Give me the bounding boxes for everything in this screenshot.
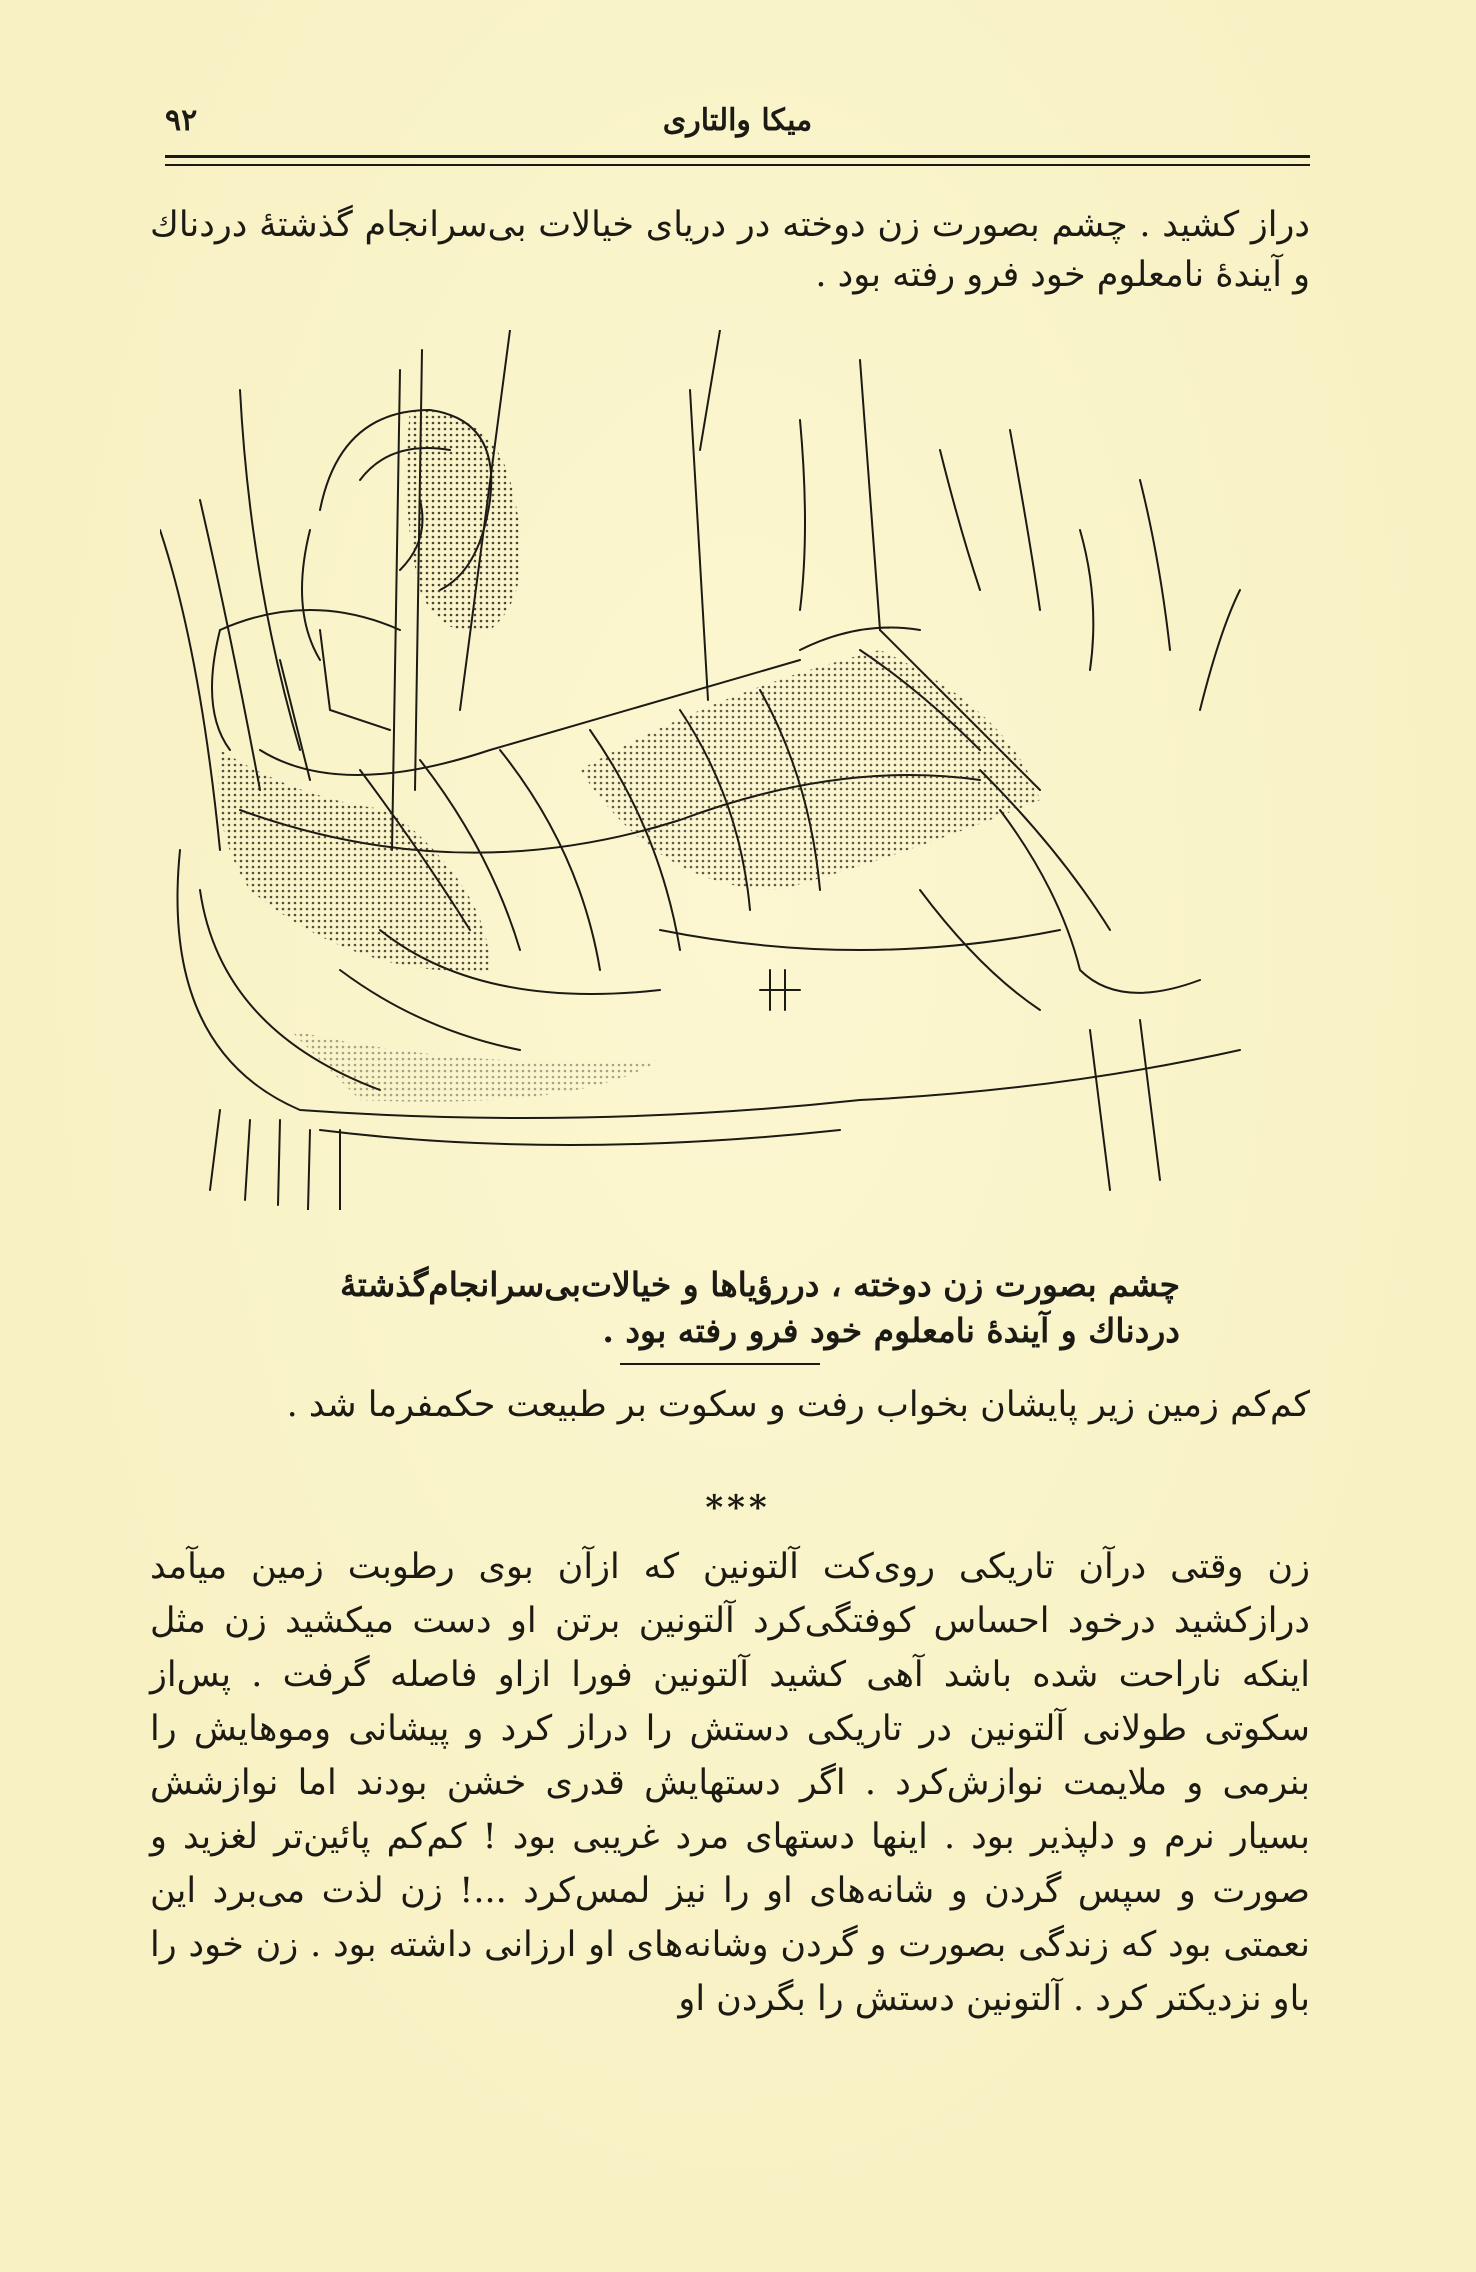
paragraph-mid: کم‌کم زمین زیر پایشان بخواب رفت و سکوت بر طبیعت حکمفرما شد . bbox=[286, 1385, 1310, 1425]
page-header bbox=[165, 95, 1310, 145]
section-separator: *** bbox=[705, 1488, 771, 1528]
paragraph-bottom: زن وقتی درآن تاریکی روی‌کت آلتونین که ازآن بوی رطوبت زمین میآمد درازکشید درخود احساس کوفتگی‌کرد آلتونین برتن او دست میکشید زن مثل اینکه ناراحت شده باشد آهی کشید آلتونین فورا ازاو فاصله گرفت . پس‌از سکوتی طولانی آلتونین در تاریکی دستش را دراز کرد و پیشانی وموهایش را بنرمی و ملایمت نوازش‌کرد . اگر دستهایش قدری خشن بودند اما نوازشش بسیار نرم و دلپذیر بود . اینها دستهای مرد غریبی بود ! کم‌کم پائین‌تر لغزید و صورت و سپس گردن و شانه‌های او را نیز لمس‌کرد ...! زن لذت می‌برد این نعمتی بود که زندگی بصورت و گردن وشانه‌های او ارزانی داشته بود . زن خود را باو نزدیکتر کرد . آلتونین دستش را بگردن او bbox=[150, 1547, 1310, 2019]
paragraph-top: دراز کشید . چشم بصورت زن دوخته در دریای خیالات بی‌سرانجام گذشتهٔ دردناك و آیندهٔ نامعلوم خود فرو رفته بود . bbox=[150, 205, 1310, 295]
illustration-caption: چشم بصورت زن دوخته ، دررؤیاها و خیالات‌بی‌سرانجام‌گذشتهٔ دردناك و آیندهٔ نامعلوم خود فرو رفته بود . bbox=[339, 1265, 1180, 1350]
header-rule-thin bbox=[165, 164, 1310, 166]
caption-rule bbox=[620, 1363, 820, 1365]
header-rule bbox=[165, 155, 1310, 158]
page-number: ۹۲ bbox=[165, 103, 198, 138]
running-title: میکا والتاری bbox=[662, 103, 813, 138]
illustration-reclining-woman bbox=[160, 330, 1290, 1210]
